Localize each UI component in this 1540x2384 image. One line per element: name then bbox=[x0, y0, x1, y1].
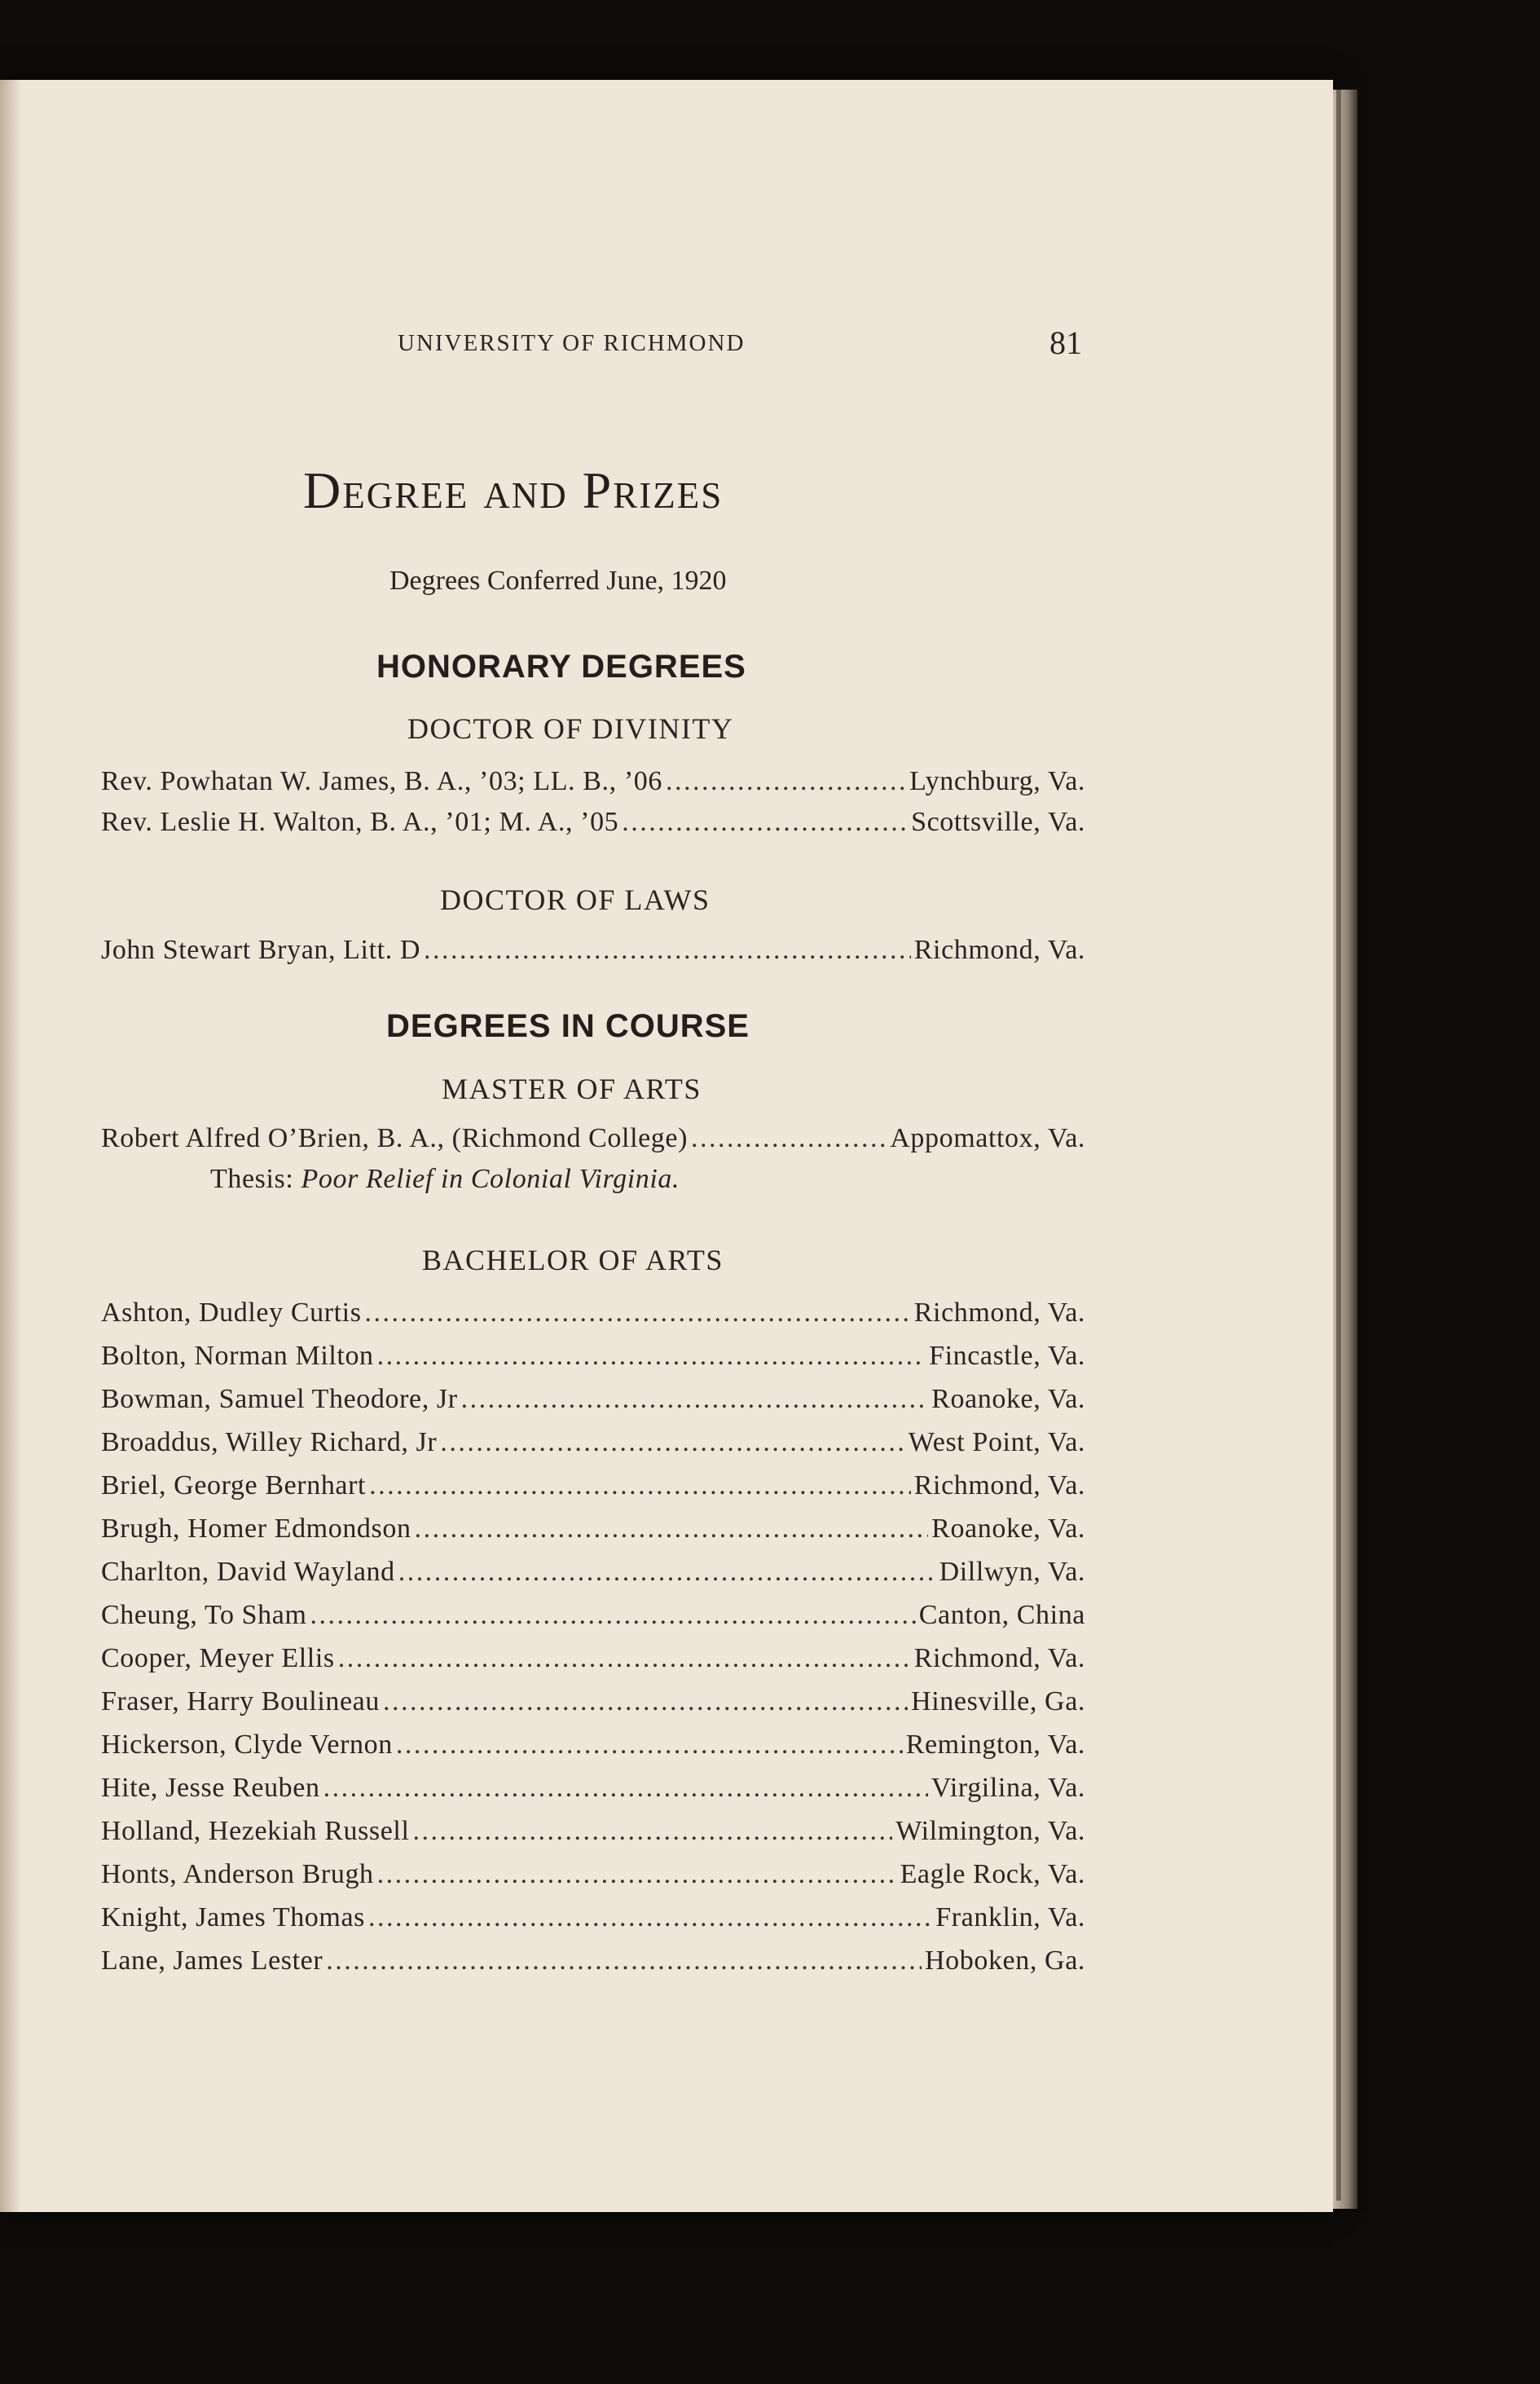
list-item bbox=[101, 1902, 1085, 1933]
running-head: UNIVERSITY OF RICHMOND bbox=[398, 330, 746, 356]
dot-leader bbox=[326, 1946, 922, 1976]
entry-place: Franklin, Va. bbox=[935, 1902, 1085, 1932]
dot-leader bbox=[398, 1557, 936, 1588]
list-item bbox=[101, 1298, 1085, 1329]
entry-name: Hickerson, Clyde Vernon bbox=[101, 1730, 393, 1760]
list-item bbox=[101, 1773, 1085, 1804]
entry-name: Bolton, Norman Milton bbox=[101, 1341, 374, 1371]
degrees-in-course-heading: DEGREES IN COURSE bbox=[386, 1008, 750, 1044]
list-item bbox=[101, 1946, 1085, 1976]
page-edge-line bbox=[1336, 90, 1341, 2201]
entry-place: Lynchburg, Va. bbox=[909, 766, 1085, 796]
entry-name: Ashton, Dudley Curtis bbox=[101, 1298, 362, 1328]
entry-place: Richmond, Va. bbox=[913, 1470, 1085, 1500]
dot-leader bbox=[377, 1341, 926, 1372]
page-number: 81 bbox=[1049, 324, 1082, 361]
entry-place: Hinesville, Ga. bbox=[911, 1686, 1085, 1716]
entry-place: Roanoke, Va. bbox=[931, 1384, 1085, 1414]
list-item bbox=[101, 1730, 1085, 1760]
entry-place: Virgilina, Va. bbox=[931, 1773, 1085, 1803]
dot-leader bbox=[365, 1298, 911, 1329]
entry-place: Fincastle, Va. bbox=[929, 1341, 1085, 1371]
dot-leader bbox=[396, 1730, 903, 1760]
list-item bbox=[101, 1816, 1085, 1847]
entry-place: Canton, China bbox=[918, 1600, 1085, 1630]
entry-name: Robert Alfred O’Brien, B. A., (Richmond College) bbox=[101, 1123, 689, 1153]
list-item bbox=[101, 935, 1085, 966]
dot-leader bbox=[461, 1384, 929, 1415]
list-item bbox=[101, 1384, 1085, 1415]
entry-place: Richmond, Va. bbox=[913, 1643, 1085, 1673]
entry-place: Roanoke, Va. bbox=[931, 1514, 1085, 1544]
dot-leader bbox=[369, 1470, 911, 1501]
entry-place: Eagle Rock, Va. bbox=[900, 1859, 1085, 1889]
dot-leader bbox=[622, 807, 908, 838]
page-subtitle: Degrees Conferred June, 1920 bbox=[389, 566, 727, 596]
dot-leader bbox=[440, 1427, 904, 1458]
dot-leader bbox=[413, 1816, 893, 1847]
entry-name: Knight, James Thomas bbox=[101, 1902, 365, 1932]
doctor-of-divinity-heading: DOCTOR OF DIVINITY bbox=[407, 712, 734, 745]
entry-place: Dillwyn, Va. bbox=[939, 1557, 1085, 1587]
entry-name: Charlton, David Wayland bbox=[101, 1557, 395, 1587]
entry-name: Cheung, To Sham bbox=[101, 1600, 307, 1630]
page-gutter-shadow bbox=[0, 80, 21, 2212]
entry-name: Brugh, Homer Edmondson bbox=[101, 1514, 411, 1544]
entry-place: Richmond, Va. bbox=[913, 1298, 1085, 1328]
list-item bbox=[101, 1859, 1085, 1890]
dot-leader bbox=[310, 1600, 916, 1631]
entry-name: Lane, James Lester bbox=[101, 1946, 323, 1976]
dot-leader bbox=[377, 1859, 897, 1890]
entry-place: Wilmington, Va. bbox=[895, 1816, 1085, 1846]
dot-leader bbox=[338, 1643, 911, 1674]
entry-name: Honts, Anderson Brugh bbox=[101, 1859, 374, 1889]
list-item bbox=[101, 1341, 1085, 1372]
list-item bbox=[101, 1686, 1085, 1717]
dot-leader bbox=[424, 935, 911, 966]
thesis-title: Poor Relief in Colonial Virginia. bbox=[301, 1164, 680, 1194]
entry-place: Richmond, Va. bbox=[913, 935, 1085, 965]
entry-place: Scottsville, Va. bbox=[911, 807, 1085, 837]
entry-name: Hite, Jesse Reuben bbox=[101, 1773, 320, 1803]
page-title: Degree and Prizes bbox=[303, 461, 724, 519]
dot-leader bbox=[323, 1773, 928, 1804]
entry-name: Rev. Leslie H. Walton, B. A., ’01; M. A., ’05 bbox=[101, 807, 619, 837]
list-item bbox=[101, 1557, 1085, 1588]
entry-name: Bowman, Samuel Theodore, Jr bbox=[101, 1384, 458, 1414]
entry-name: Holland, Hezekiah Russell bbox=[101, 1816, 410, 1846]
entry-place: Appomattox, Va. bbox=[890, 1123, 1085, 1153]
thesis-label: Thesis: bbox=[210, 1164, 294, 1194]
list-item bbox=[101, 1470, 1085, 1501]
dot-leader bbox=[368, 1902, 932, 1933]
dot-leader bbox=[691, 1123, 887, 1154]
entry-name: Rev. Powhatan W. James, B. A., ’03; LL. B., ’06 bbox=[101, 766, 662, 796]
entry-name: John Stewart Bryan, Litt. D bbox=[101, 935, 421, 965]
list-item bbox=[101, 1123, 1085, 1154]
doctor-of-laws-heading: DOCTOR OF LAWS bbox=[440, 884, 711, 916]
entry-place: Hoboken, Ga. bbox=[925, 1946, 1085, 1976]
entry-place: West Point, Va. bbox=[908, 1427, 1085, 1457]
list-item bbox=[101, 1427, 1085, 1458]
master-of-arts-heading: MASTER OF ARTS bbox=[442, 1073, 702, 1105]
bachelor-of-arts-heading: BACHELOR OF ARTS bbox=[422, 1244, 724, 1276]
entry-name: Cooper, Meyer Ellis bbox=[101, 1643, 335, 1673]
list-item bbox=[101, 1643, 1085, 1674]
list-item bbox=[101, 1514, 1085, 1545]
thesis-line bbox=[210, 1164, 680, 1195]
list-item bbox=[101, 807, 1085, 838]
entry-place: Remington, Va. bbox=[905, 1730, 1085, 1760]
list-item bbox=[101, 766, 1085, 797]
dot-leader bbox=[415, 1514, 929, 1545]
entry-name: Briel, George Bernhart bbox=[101, 1470, 367, 1500]
dot-leader bbox=[666, 766, 906, 797]
entry-name: Broaddus, Willey Richard, Jr bbox=[101, 1427, 438, 1457]
honorary-degrees-heading: HONORARY DEGREES bbox=[376, 649, 746, 685]
entry-name: Fraser, Harry Boulineau bbox=[101, 1686, 380, 1716]
list-item bbox=[101, 1600, 1085, 1631]
dot-leader bbox=[383, 1686, 908, 1717]
